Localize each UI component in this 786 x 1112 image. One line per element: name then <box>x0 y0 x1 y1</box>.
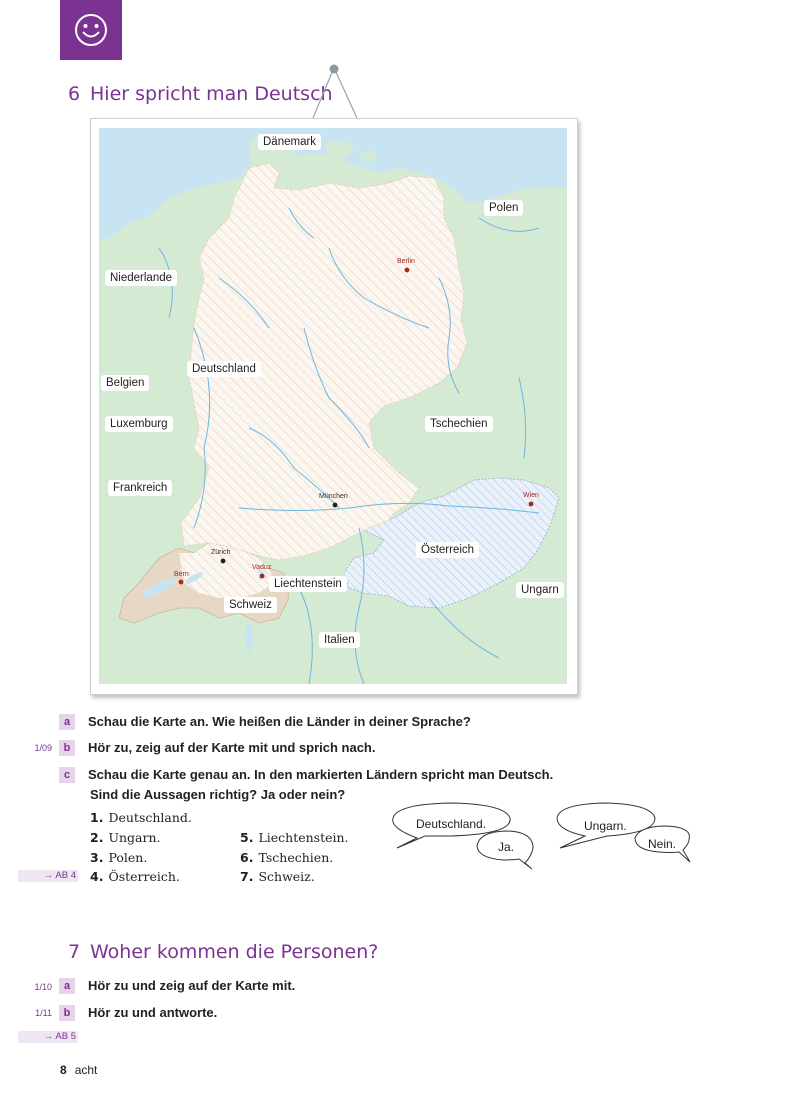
section-number: 6 <box>68 83 81 105</box>
task-6c <box>59 767 553 783</box>
map-label-polen: Polen <box>484 200 523 216</box>
task-letter: b <box>59 1005 75 1021</box>
bubble-text-nein: Nein. <box>648 837 677 851</box>
statement-2 <box>90 830 161 845</box>
statement-6 <box>240 850 333 865</box>
section-title-text: Woher kommen die Personen? <box>90 941 379 963</box>
workbook-reference: → AB 4 <box>18 870 78 882</box>
map-label-niederlande: Niederlande <box>105 270 177 286</box>
city-dot-wien <box>529 502 534 507</box>
workbook-reference: → AB 5 <box>18 1031 78 1043</box>
statement-5 <box>240 830 349 845</box>
task-letter: c <box>59 767 75 783</box>
statement-number: 6. <box>240 850 254 865</box>
task-text: Hör zu und zeig auf der Karte mit. <box>88 978 296 993</box>
statement-3 <box>90 850 147 865</box>
bubble-text-ungarn: Ungarn. <box>584 819 627 833</box>
city-label-berlin: Berlin <box>397 258 415 265</box>
city-label-zuerich: Zürich <box>211 549 231 556</box>
section-title-text: Hier spricht man Deutsch <box>90 83 333 105</box>
pin-icon <box>305 62 365 122</box>
city-markers <box>91 119 577 694</box>
statement-text: Liechtenstein. <box>258 830 349 845</box>
map-label-oesterreich: Österreich <box>416 542 479 558</box>
map-frame <box>90 118 578 695</box>
task-letter: a <box>59 978 75 994</box>
task-text: Schau die Karte genau an. In den markierten Ländern spricht man Deutsch. <box>88 767 554 782</box>
statement-number: 3. <box>90 850 104 865</box>
statement-4 <box>90 869 180 884</box>
section-6-title <box>68 83 333 105</box>
task-letter: a <box>59 714 75 730</box>
statement-number: 5. <box>240 830 254 845</box>
map-label-belgien: Belgien <box>101 375 149 391</box>
map-label-frankreich: Frankreich <box>108 480 172 496</box>
city-label-wien: Wien <box>523 492 539 499</box>
statement-text: Österreich. <box>108 869 180 884</box>
map-label-ungarn: Ungarn <box>516 582 564 598</box>
audio-track-number: 1/10 <box>34 982 52 992</box>
city-label-vaduz: Vaduz <box>252 564 272 571</box>
map-label-liechtenstein: Liechtenstein <box>269 576 347 592</box>
city-dot-muenchen <box>333 503 338 508</box>
statement-7 <box>240 869 315 884</box>
corner-tab <box>60 0 122 60</box>
statement-text: Schweiz. <box>258 869 315 884</box>
city-dot-vaduz <box>260 574 265 579</box>
city-label-bern: Bern <box>174 571 189 578</box>
page-number: 8 <box>60 1063 67 1077</box>
statement-text: Deutschland. <box>108 810 192 825</box>
statement-number: 2. <box>90 830 104 845</box>
speech-bubbles <box>385 798 695 874</box>
city-label-muenchen: München <box>319 493 348 500</box>
task-6a <box>59 714 471 730</box>
statement-1 <box>90 810 192 825</box>
audio-track-number: 1/11 <box>35 1008 52 1018</box>
task-6b <box>59 740 376 756</box>
city-dot-bern <box>179 580 184 585</box>
statement-text: Tschechien. <box>258 850 334 865</box>
task-text: Schau die Karte an. Wie heißen die Länder in deiner Sprache? <box>88 714 471 729</box>
map-label-deutschland: Deutschland <box>187 361 261 377</box>
statement-number: 4. <box>90 869 104 884</box>
map-label-schweiz: Schweiz <box>224 597 277 613</box>
task-7a <box>59 978 295 994</box>
page-footer <box>60 1063 97 1077</box>
city-dot-zuerich <box>221 559 226 564</box>
audio-track-number: 1/09 <box>34 743 52 753</box>
page-word: acht <box>74 1063 98 1077</box>
bubble-text-ja: Ja. <box>498 840 515 854</box>
city-dot-berlin <box>405 268 410 273</box>
task-text: Hör zu, zeig auf der Karte mit und sprich nach. <box>88 740 376 755</box>
bubble-text-deutschland: Deutschland. <box>416 817 487 831</box>
statement-number: 7. <box>240 869 254 884</box>
map-label-tschechien: Tschechien <box>425 416 493 432</box>
smiley-icon <box>73 12 109 48</box>
section-number: 7 <box>68 941 81 963</box>
statement-number: 1. <box>90 810 104 825</box>
statement-text: Ungarn. <box>108 830 161 845</box>
task-text: Hör zu und antworte. <box>88 1005 218 1020</box>
task-letter: b <box>59 740 75 756</box>
task-6c-line2: Sind die Aussagen richtig? Ja oder nein? <box>90 787 346 802</box>
task-7b <box>59 1005 217 1021</box>
section-7-title <box>68 941 378 963</box>
statement-text: Polen. <box>108 850 148 865</box>
map-label-italien: Italien <box>319 632 360 648</box>
map-label-luxemburg: Luxemburg <box>105 416 173 432</box>
map-label-daenemark: Dänemark <box>258 134 321 150</box>
